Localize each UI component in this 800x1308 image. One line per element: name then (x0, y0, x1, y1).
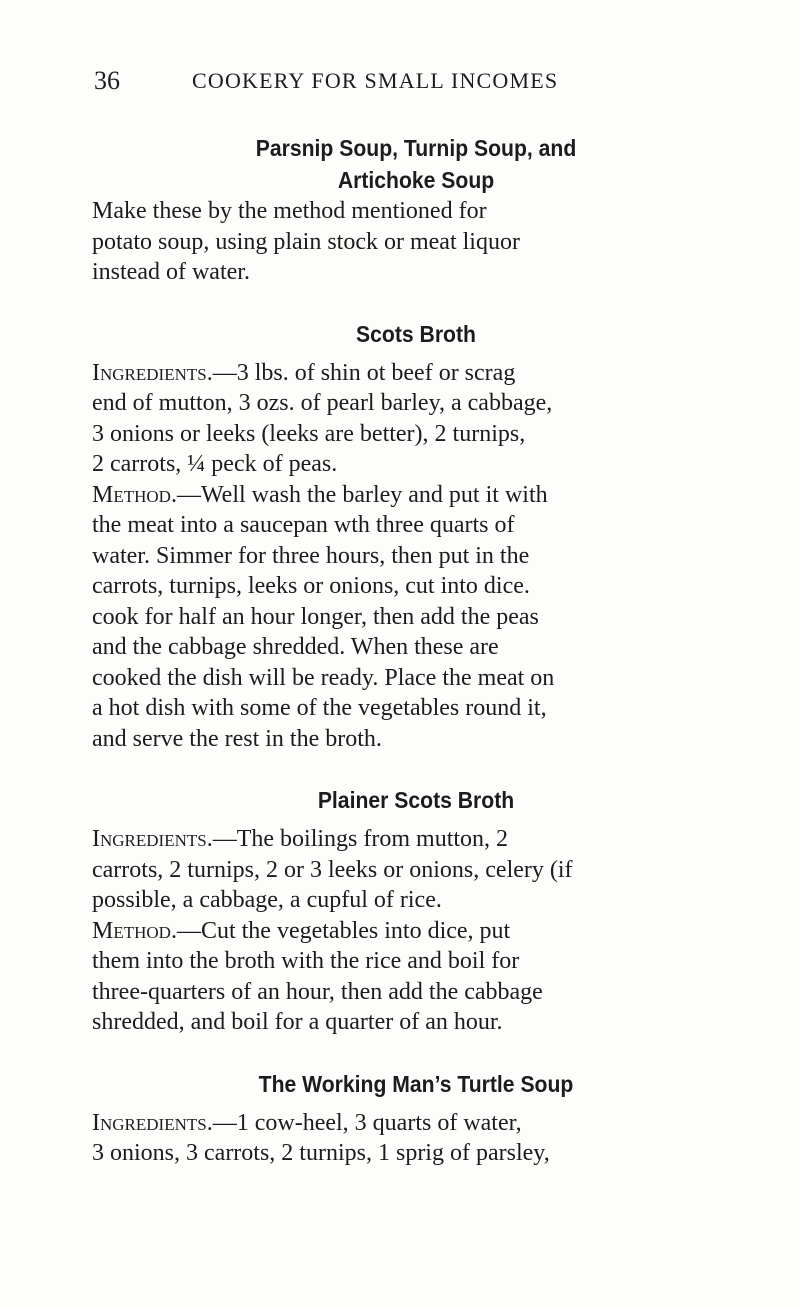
ingredients-label: Ingredients. (92, 1109, 213, 1136)
page-content (92, 132, 740, 1169)
text-line: a hot dish with some of the vegetables round it, (92, 695, 547, 721)
text-line: —The boilings from mutton, 2 (212, 826, 509, 852)
recipe-title: Scots Broth (356, 320, 476, 347)
method-paragraph (92, 480, 740, 755)
text-line: 3 onions or leeks (leeks are better), 2 turnips, (92, 420, 526, 447)
text-line: —Cut the vegetables into dice, put (176, 917, 511, 944)
recipe-title: Plainer Scots Broth (317, 787, 515, 813)
text-line: water. Simmer for three hours, then put in the (92, 542, 530, 569)
recipe-parsnip-soup (92, 132, 740, 288)
recipe-plainer-scots-broth (92, 784, 740, 1038)
text-line: 3 onions, 3 carrots, 2 turnips, 1 sprig of parsley, (92, 1140, 550, 1166)
ingredients-paragraph (92, 1108, 740, 1169)
running-title: COOKERY FOR SMALL INCOMES (192, 68, 559, 93)
text-line: —1 cow-heel, 3 quarts of water, (212, 1109, 522, 1136)
text-line: possible, a cabbage, a cupful of rice. (92, 887, 442, 913)
recipe-body (92, 196, 740, 288)
text-line: carrots, turnips, leeks or onions, cut into dice. (92, 573, 530, 599)
ingredients-paragraph (92, 358, 740, 480)
ingredients-paragraph (92, 824, 740, 916)
text-line: instead of water. (92, 259, 250, 285)
text-line: the meat into a saucepan wth three quarts of (92, 512, 515, 538)
text-line: shredded, and boil for a quarter of an hour. (92, 1009, 503, 1035)
recipe-title (118, 132, 714, 196)
recipe-scots-broth (92, 318, 740, 755)
ingredients-label: Ingredients. (92, 826, 213, 852)
page-number: 36 (94, 66, 120, 95)
text-line: them into the broth with the rice and boil for (92, 948, 520, 974)
text-line: potato soup, using plain stock or meat liquor (92, 228, 520, 255)
text-line: and the cabbage shredded. When these are (92, 634, 499, 660)
text-line: cook for half an hour longer, then add the peas (92, 603, 539, 630)
text-line: carrots, 2 turnips, 2 or 3 leeks or onions, celery (if (92, 856, 573, 883)
recipe-working-mans-turtle-soup (92, 1068, 740, 1169)
recipe-title: The Working Man’s Turtle Soup (258, 1070, 574, 1097)
text-line: —3 lbs. of shin ot beef or scrag (212, 359, 516, 386)
text-line: Make these by the method mentioned for (92, 198, 487, 224)
method-paragraph (92, 916, 740, 1038)
method-label: Method. (92, 917, 177, 944)
recipe-title-line: Parsnip Soup, Turnip Soup, and (255, 135, 577, 161)
text-line: three-quarters of an hour, then add the cabbage (92, 978, 543, 1005)
page-header (94, 66, 740, 96)
method-label: Method. (92, 481, 177, 508)
text-line: cooked the dish will be ready. Place the meat on (92, 664, 555, 691)
text-line: —Well wash the barley and put it with (176, 481, 548, 508)
recipe-title-line: Artichoke Soup (337, 167, 495, 193)
text-line: 2 carrots, ¼ peck of peas. (92, 451, 338, 477)
ingredients-label: Ingredients. (92, 359, 213, 386)
text-line: end of mutton, 3 ozs. of pearl barley, a cabbage, (92, 390, 553, 416)
text-line: and serve the rest in the broth. (92, 725, 382, 752)
